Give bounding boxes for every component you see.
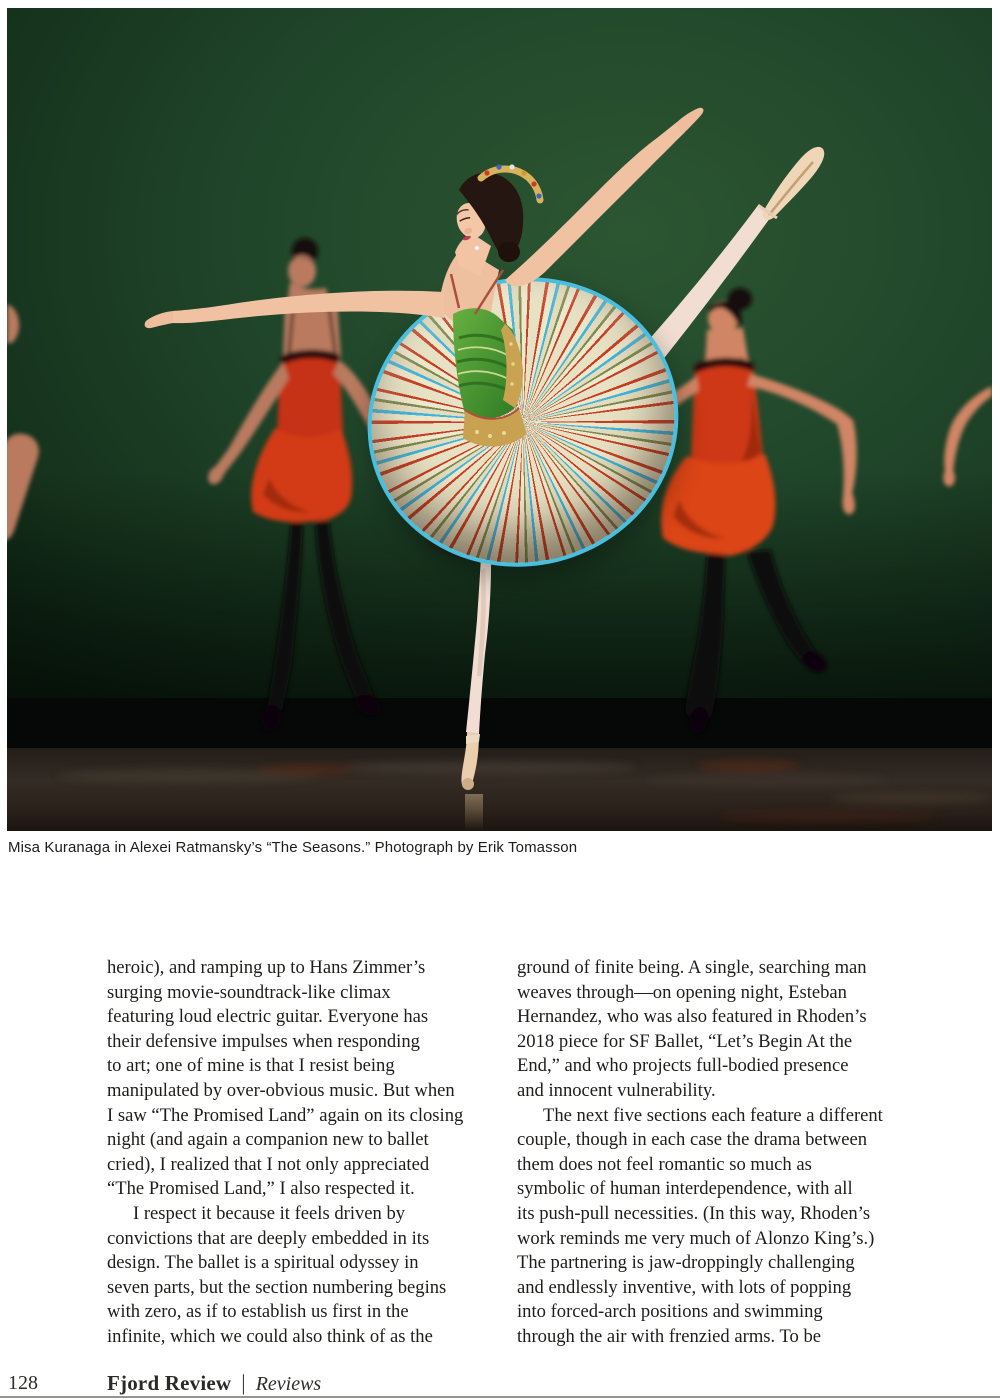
body-text-line: through the air with frenzied arms. To be [517,1325,822,1347]
right-arm [505,122,685,286]
body-text-line: work reminds me very much of Alonzo King’s.) [517,1227,875,1249]
body-text-line: The next five sections each feature a different [543,1104,883,1126]
footer [107,1370,321,1396]
left-arm [172,291,444,323]
photo-foreground-layer [7,8,992,831]
main-dancer-body [145,108,704,447]
publication-name: Fjord Review [107,1371,232,1395]
bottom-rule [0,1396,1000,1398]
footer-divider: | [241,1370,246,1395]
body-text-line: heroic), and ramping up to Hans Zimmer’s [107,957,426,978]
body-text-line: seven parts, but the section numbering begins [107,1276,447,1298]
body-text-line: and innocent vulnerability. [517,1079,716,1101]
body-text-line: with zero, as if to establish us first in the [107,1301,409,1323]
body-text-line: ground of finite being. A single, searching man [517,957,867,978]
body-text-line: “The Promised Land,” I also respected it. [107,1178,415,1200]
body-text-line: convictions that are deeply embedded in its [107,1227,430,1249]
body-text-line: and endlessly inventive, with lots of popping [517,1276,852,1298]
body-text-line: weaves through—on opening night, Esteban [517,981,847,1003]
stage-photograph [7,8,992,831]
section-name: Reviews [255,1373,322,1395]
body-text-line: Hernandez, who was also featured in Rhoden’s [517,1006,867,1028]
body-text-line: them does not feel romantic so much as [517,1153,812,1175]
body-text-line: cried), I realized that I not only appreciated [107,1153,430,1175]
body-text-line: featuring loud electric guitar. Everyone has [107,1006,429,1028]
body-text-line: couple, though in each case the drama between [517,1129,868,1151]
article-column-left [107,956,494,1350]
article-body [107,956,904,1350]
article-column-right [517,956,904,1350]
body-text-line: design. The ballet is a spiritual odyssey in [107,1252,419,1274]
body-text-line: its push-pull necessities. (In this way, Rhoden’s [517,1202,871,1224]
body-text-line: The partnering is jaw-droppingly challenging [517,1252,855,1274]
body-text-line: manipulated by over-obvious music. But when [107,1079,455,1101]
body-text-line: End,” and who projects full-bodied presence [517,1055,849,1077]
body-text-line: surging movie-soundtrack-like climax [107,981,391,1003]
body-text-line: I respect it because it feels driven by [133,1202,406,1224]
body-text-line: night (and again a companion new to ballet [107,1129,429,1151]
body-text-line: into forced-arch positions and swimming [517,1301,823,1323]
body-text-line: their defensive impulses when responding [107,1030,420,1052]
body-text-line: infinite, which we could also think of as the [107,1325,433,1347]
page-number: 128 [8,1372,38,1394]
body-text-line: symbolic of human interdependence, with all [517,1178,853,1200]
body-text-line: 2018 piece for SF Ballet, “Let’s Begin At the [517,1030,853,1052]
body-text-line: I saw “The Promised Land” again on its closing [107,1104,464,1126]
photo-caption: Misa Kuranaga in Alexei Ratmansky’s “The Seasons.” Photograph by Erik Tomasson [8,839,578,856]
body-text-line: to art; one of mine is that I resist being [107,1055,395,1077]
